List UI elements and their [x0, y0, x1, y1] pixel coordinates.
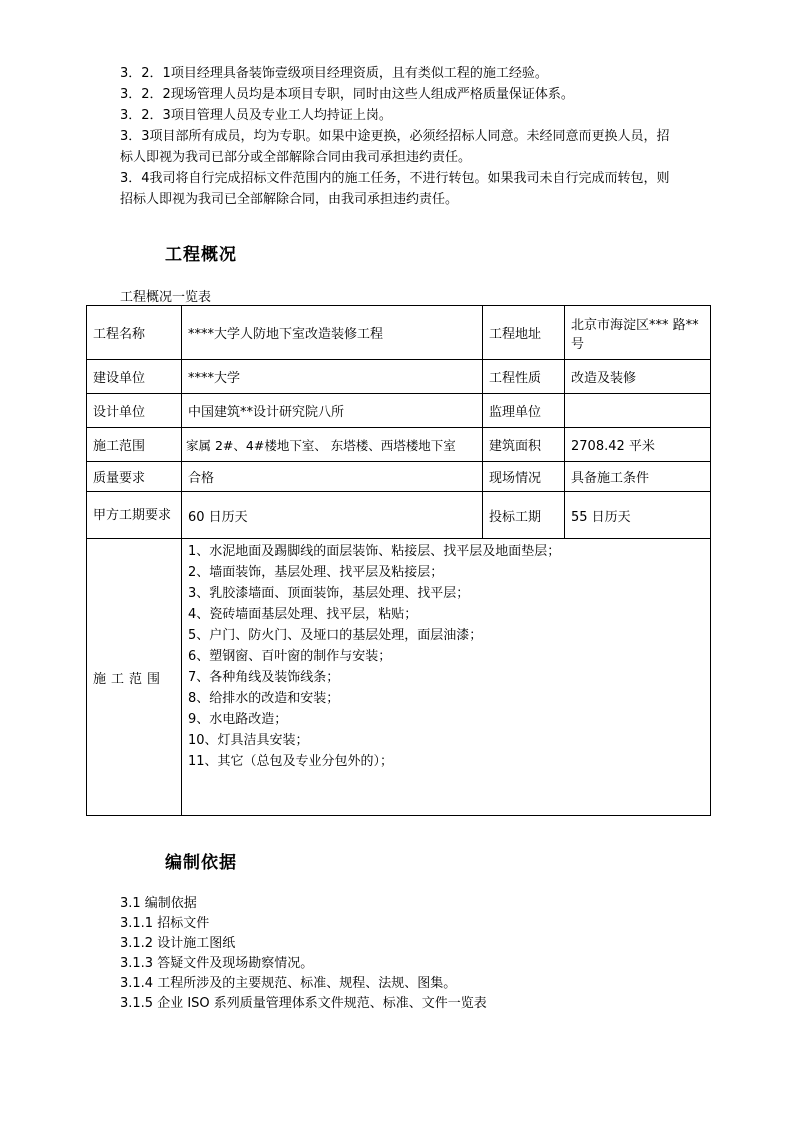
row-value: ****大学: [182, 360, 483, 394]
row-value: ****大学人防地下室改造装修工程: [182, 306, 483, 360]
row-value: 改造及装修: [565, 360, 711, 394]
list-item: 3.1.2 设计施工图纸: [120, 936, 236, 951]
row-value: 55 日历天: [565, 492, 711, 539]
list-item: 3.1.4 工程所涉及的主要规范、标准、规程、法规、图集。: [120, 976, 457, 991]
scope-list-cell: [182, 539, 711, 816]
intro-paragraph-3: 3．2．3项目管理人员及专业工人均持证上岗。: [120, 108, 392, 123]
table-row: [87, 492, 711, 539]
row-label: 工程性质: [483, 360, 565, 394]
row-value: 中国建筑**设计研究院八所: [182, 394, 483, 428]
list-item: 2、墙面装饰，基层处理、找平层及粘接层；: [188, 565, 444, 580]
row-value: 具备施工条件: [565, 462, 711, 492]
row-label: 施工范围: [87, 428, 182, 462]
table-row: [87, 428, 711, 462]
intro-paragraph-4: 3．3项目部所有成员，均为专职。如果中途更换，必须经招标人同意。未经同意而更换人员，招标人即视为我司已部分或全部解除合同由我司承担违约责任。: [120, 129, 670, 165]
row-value: 北京市海淀区*** 路**号: [565, 306, 711, 360]
row-value: 合格: [182, 462, 483, 492]
table-row: [87, 394, 711, 428]
list-item: 3、乳胶漆墙面、顶面装饰，基层处理、找平层；: [188, 586, 470, 601]
list-item: 1、水泥地面及踢脚线的面层装饰、粘接层、找平层及地面垫层；: [188, 544, 561, 559]
table-row: [87, 360, 711, 394]
row-label: 质量要求: [87, 462, 182, 492]
row-value: 60 日历天: [182, 492, 483, 539]
intro-paragraph-5: 3．4我司将自行完成招标文件范围内的施工任务，不进行转包。如果我司未自行完成而转包，则招标人即视为我司已全部解除合同，由我司承担违约责任。: [120, 171, 670, 207]
scope-label: 施工范围: [87, 539, 182, 816]
list-item: 3.1.3 答疑文件及现场勘察情况。: [120, 956, 314, 971]
list-item: 5、户门、防火门、及垭口的基层处理，面层油漆；: [188, 628, 483, 643]
row-label: 现场情况: [483, 462, 565, 492]
row-label: 工程名称: [87, 306, 182, 360]
row-label: 监理单位: [483, 394, 565, 428]
row-label: 工程地址: [483, 306, 565, 360]
list-item: 3.1 编制依据: [120, 896, 197, 911]
row-label: 投标工期: [483, 492, 565, 539]
table-row: [87, 306, 711, 360]
list-item: 11、其它（总包及专业分包外的）；: [188, 754, 394, 769]
section-heading-overview: 工程概况: [165, 245, 237, 265]
table-row: [87, 539, 711, 816]
list-item: 4、瓷砖墙面基层处理、找平层，粘贴；: [188, 607, 418, 622]
row-label: 甲方工期要求: [87, 492, 182, 539]
list-item: 3.1.1 招标文件: [120, 916, 210, 931]
row-value: 家属 2#、4#楼地下室、 东塔楼、西塔楼地下室: [182, 428, 483, 462]
table-caption: 工程概况一览表: [120, 290, 212, 305]
row-label: 设计单位: [87, 394, 182, 428]
row-label: 建筑面积: [483, 428, 565, 462]
section-heading-basis: 编制依据: [165, 853, 237, 873]
intro-paragraph-1: 3．2．1项目经理具备装饰壹级项目经理资质，且有类似工程的施工经验。: [120, 66, 548, 81]
table-row: [87, 462, 711, 492]
list-item: 3.1.5 企业 ISO 系列质量管理体系文件规范、标准、文件一览表: [120, 996, 487, 1011]
list-item: 10、灯具洁具安装；: [188, 733, 309, 748]
list-item: 6、塑钢窗、百叶窗的制作与安装；: [188, 649, 392, 664]
row-value: [565, 394, 711, 428]
list-item: 8、给排水的改造和安装；: [188, 691, 340, 706]
list-item: 7、各种角线及装饰线条；: [188, 670, 340, 685]
list-item: 9、水电路改造；: [188, 712, 288, 727]
intro-paragraph-2: 3．2．2现场管理人员均是本项目专职，同时由这些人组成严格质量保证体系。: [120, 87, 574, 102]
row-value: 2708.42 平米: [565, 428, 711, 462]
row-label: 建设单位: [87, 360, 182, 394]
project-overview-table: [86, 305, 711, 816]
basis-list: [120, 894, 487, 1014]
